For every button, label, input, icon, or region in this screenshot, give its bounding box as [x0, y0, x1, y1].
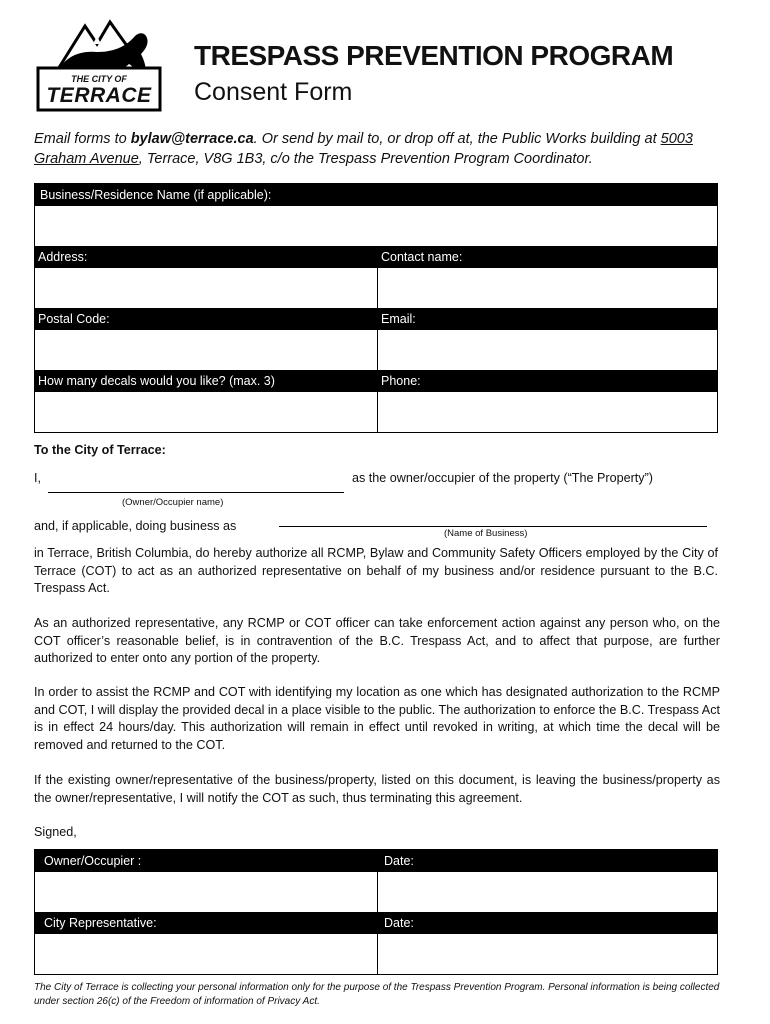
date-label: Date: [384, 854, 414, 868]
intro-middle: . Or send by mail to, or drop off at, the Public Works building at [253, 131, 661, 147]
business-name-caption: (Name of Business) [444, 528, 528, 539]
date-label: Date: [384, 916, 414, 930]
page-subtitle: Consent Form [194, 78, 353, 106]
decals-label: How many decals would you like? (max. 3) [38, 374, 275, 388]
postal-code-field[interactable] [35, 330, 377, 370]
owner-name-caption: (Owner/Occupier name) [122, 497, 224, 508]
page-title: TRESPASS PREVENTION PROGRAM [194, 40, 674, 71]
email-field[interactable] [378, 330, 717, 370]
address-field[interactable] [35, 268, 377, 308]
owner-signature-row [35, 872, 717, 912]
phone-field[interactable] [378, 392, 717, 432]
form-header-row [35, 370, 717, 392]
contact-name-label: Contact name: [381, 250, 463, 264]
business-name-field[interactable] [35, 206, 717, 246]
business-name-line[interactable] [279, 526, 707, 527]
owner-name-line[interactable] [48, 492, 344, 493]
business-name-label: Business/Residence Name (if applicable): [40, 188, 272, 202]
postal-email-row [35, 330, 717, 370]
signed-label: Signed, [34, 825, 77, 839]
business-prefix: and, if applicable, doing business as [34, 519, 237, 533]
form-header-row [35, 246, 717, 268]
decals-field[interactable] [35, 392, 377, 432]
city-rep-date-field[interactable] [378, 934, 717, 974]
decals-phone-row [35, 392, 717, 432]
form-header-row [35, 308, 717, 330]
owner-signature-field[interactable] [35, 872, 377, 912]
intro-suffix: , Terrace, V8G 1B3, c/o the Trespass Prevention Program Coordinator. [138, 151, 593, 167]
info-form [34, 183, 718, 433]
i-label: I, [34, 471, 41, 485]
address-contact-row [35, 268, 717, 308]
consent-heading: To the City of Terrace: [34, 443, 166, 457]
address-text: 5003 Graham Avenue [34, 131, 693, 167]
contact-name-field[interactable] [378, 268, 717, 308]
postal-code-label: Postal Code: [38, 312, 110, 326]
form-header-row [35, 912, 717, 934]
city-of-terrace-logo [35, 14, 169, 112]
form-header-row [35, 850, 717, 872]
owner-statement: as the owner/occupier of the property (“The Property”) [352, 471, 653, 485]
city-rep-signature-field[interactable] [35, 934, 377, 974]
paragraph-authorization: in Terrace, British Columbia, do hereby authorize all RCMP, Bylaw and Community Safety Officers employed by the City of Terrace (COT) to act as an authorized representative on behalf of my business and/or residence pursuant to the B.C. Trespass Act. [34, 546, 718, 595]
city-representative-label: City Representative: [44, 916, 157, 930]
paragraph-decal: In order to assist the RCMP and COT with identifying my location as one which has designated authorization to the RCMP and COT, I will display the provided decal in a place visible to the public. The authorization to enforce the B.C. Trespass Act is in effect 24 hours/day. This authorization will remain in effect until revoked in writing, at which time the decal will be removed and returned to the COT. [34, 685, 720, 752]
owner-occupier-label: Owner/Occupier : [44, 854, 142, 868]
address-label: Address: [38, 250, 88, 264]
paragraph-enforcement: As an authorized representative, any RCMP or COT officer can take enforcement action against any person who, on the COT officer’s reasonable belief, is in contravention of the B.C. Trespass Act, and to affect that purpose, are further authorized to enter onto any portion of the property. [34, 616, 720, 665]
intro-prefix: Email forms to [34, 131, 131, 147]
email-link[interactable]: bylaw@terrace.ca [130, 131, 254, 147]
privacy-notice: The City of Terrace is collecting your personal information only for the purpose of the Trespass Prevention Program. Personal information is being collected under section 26(c) of the Freedom of information of Privacy Act. [34, 982, 720, 1007]
form-header-row [35, 184, 717, 206]
city-signature-row [35, 934, 717, 974]
intro-text [34, 129, 734, 169]
signature-form [34, 849, 718, 975]
logo-text-small: THE CITY OF [71, 74, 127, 84]
logo-text-large: TERRACE [46, 84, 152, 107]
email-label: Email: [381, 312, 416, 326]
paragraph-termination: If the existing owner/representative of the business/property, listed on this document, is leaving the business/property as the owner/representative, I will notify the COT as such, thus terminating this agreement. [34, 773, 720, 805]
owner-date-field[interactable] [378, 872, 717, 912]
phone-label: Phone: [381, 374, 421, 388]
